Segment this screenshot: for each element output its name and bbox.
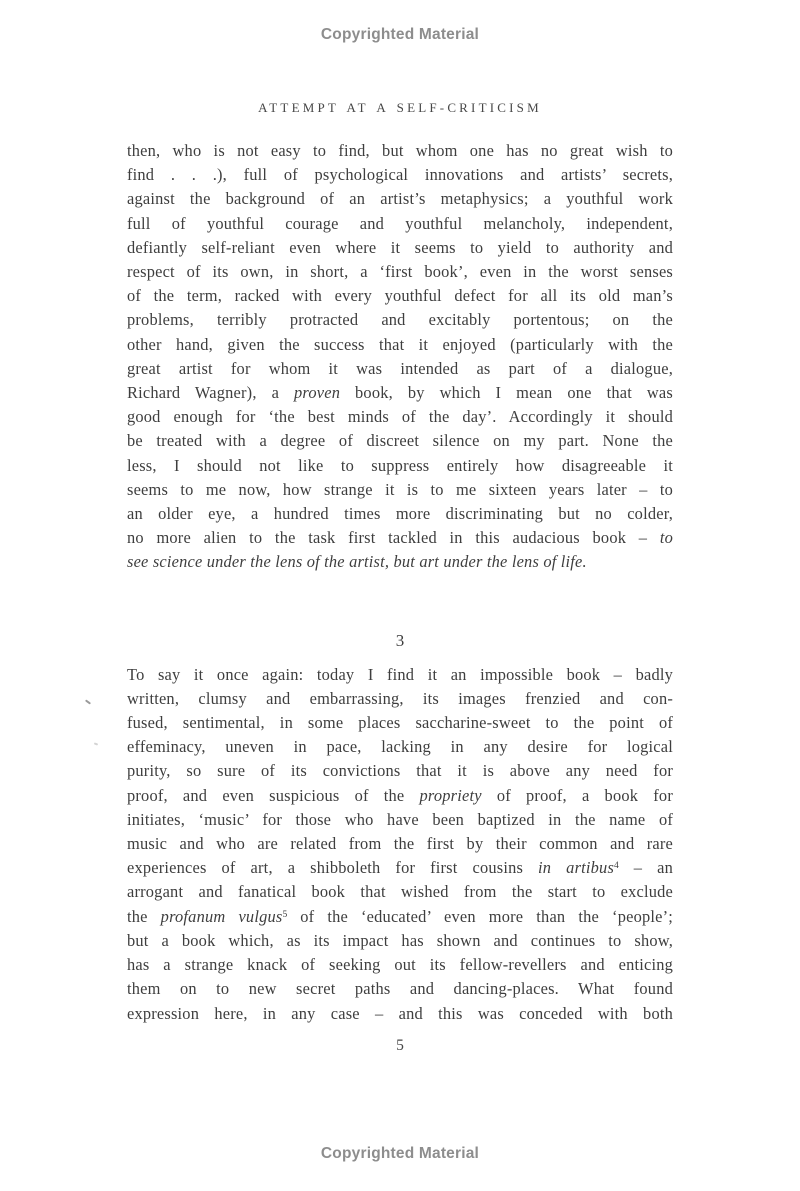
text-line: no more alien to the task first tackled in this audacious book – to (127, 528, 673, 548)
text-line: be treated with a degree of discreet silence on my part. None the (127, 431, 673, 451)
text-line: arrogant and fanatical book that wished from the start to exclude (127, 882, 673, 902)
running-head: ATTEMPT AT A SELF-CRITICISM (258, 100, 542, 115)
text-line: written, clumsy and embarrassing, its images frenzied and con- (127, 688, 673, 708)
copyright-banner-bottom: Copyrighted Material (320, 1145, 480, 1162)
text-line: expression here, in any case – and this was conceded with both (127, 1003, 673, 1023)
text-line: initiates, ‘music’ for those who have been baptized in the name of (127, 809, 673, 829)
text-line: To say it once again: today I find it an impossible book – badly (127, 664, 673, 684)
scan-speck (85, 699, 91, 704)
text-line: good enough for ‘the best minds of the day’. Accordingly it should (127, 407, 673, 427)
text-line: against the background of an artist’s metaphysics; a youthful work (127, 189, 673, 209)
text-line: problems, terribly protracted and excitably portentous; on the (127, 310, 673, 330)
text-line: find . . .), full of psychological innovations and artists’ secrets, (127, 165, 673, 185)
text-line: proof, and even suspicious of the propriety of proof, a book for (127, 785, 673, 805)
text-line: an older eye, a hundred times more discriminating but no colder, (127, 504, 673, 524)
text-line: of the term, racked with every youthful defect for all its old man’s (127, 286, 673, 306)
text-line: then, who is not easy to find, but whom one has no great wish to (127, 141, 673, 160)
text-line: seems to me now, how strange it is to me sixteen years later – to (127, 479, 673, 499)
text-line: music and who are related from the first by their common and rare (127, 834, 673, 854)
text-line: Richard Wagner), a proven book, by which I mean one that was (127, 383, 673, 403)
text-line: has a strange knack of seeking out its fellow-revellers and enticing (127, 955, 673, 975)
text-line: respect of its own, in short, a ‘first book’, even in the worst senses (127, 262, 673, 282)
text-line: but a book which, as its impact has shown and continues to show, (127, 930, 673, 950)
text-line: full of youthful courage and youthful melancholy, independent, (127, 213, 673, 233)
copyright-banner-top: Copyrighted Material (320, 26, 480, 43)
paragraph-continuation (127, 139, 673, 575)
text-line: fused, sentimental, in some places saccharine-sweet to the point of (127, 713, 673, 733)
text-line: them on to new secret paths and dancing-places. What found (127, 979, 673, 999)
text-line: great artist for whom it was intended as part of a dialogue, (127, 358, 673, 378)
paragraph-section-3 (127, 663, 673, 1026)
text-line: other hand, given the success that it enjoyed (particularly with the (127, 334, 673, 354)
page-number: 5 (396, 1037, 404, 1054)
text-line: less, I should not like to suppress entirely how disagreeable it (127, 455, 673, 475)
text-line: effeminacy, uneven in pace, lacking in any desire for logical (127, 737, 673, 757)
body-text (127, 139, 673, 1026)
text-line: defiantly self-reliant even where it seems to yield to authority and (127, 237, 673, 257)
text-line: the profanum vulgus$^5$ of the ‘educated’ even more than the ‘people’; (127, 906, 673, 926)
text-line: experiences of art, a shibboleth for first cousins in artibus$^4$ – an (127, 858, 673, 878)
scan-speck (94, 742, 98, 745)
text-line: purity, so sure of its convictions that it is above any need for (127, 761, 673, 781)
section-number: 3 (395, 630, 405, 650)
text-line: see science under the lens of the artist, but art under the lens of life. (127, 552, 587, 572)
